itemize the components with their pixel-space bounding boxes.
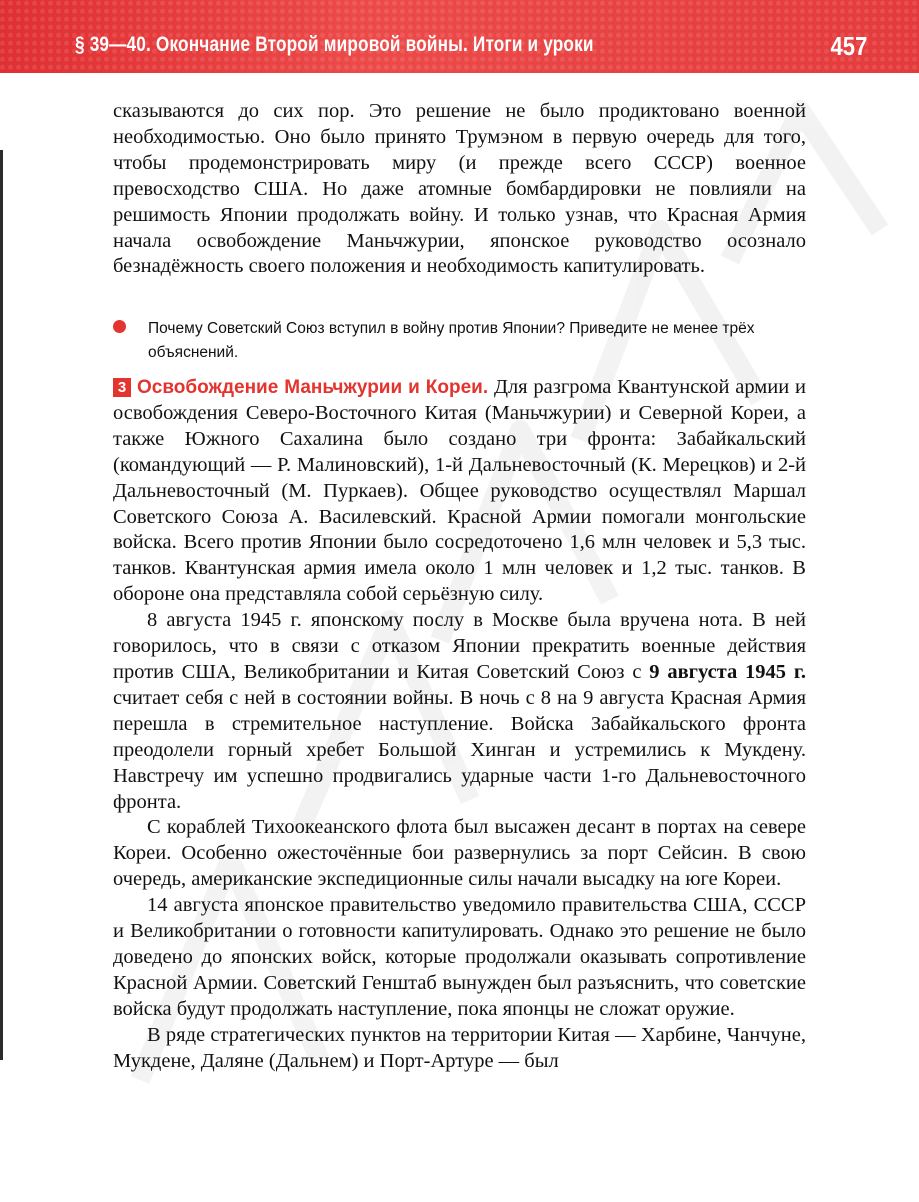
bullet-icon — [113, 320, 126, 333]
section-heading: Освобождение Маньчжурии и Кореи. — [137, 377, 489, 398]
p2-text-after: считает себя с ней в состоянии войны. В ночь с 8 на 9 августа Красная Армия перешла в стремительное наступление. Войска Забайкальского фронта преодолели горный хребет Большой Хинган и устремились к Мукдену. Навстречу им успешно продвигались ударные части 1-го Дальневосточного фронта. — [113, 686, 806, 813]
review-question — [113, 317, 806, 365]
text-block-intro — [113, 99, 806, 280]
section-3-paragraph-1 — [113, 375, 806, 608]
section-number-badge: 3 — [113, 378, 131, 397]
section-3-paragraph-3: С кораблей Тихоокеанского флота был высажен десант в портах на севере Кореи. Особенно ожесточённые бои развернулись за порт Сейсин. В свою очередь, американские экспедиционные силы начали высадку на юге Кореи. — [113, 816, 806, 891]
page-edge-rule — [0, 150, 3, 1060]
section-3-paragraph-4: 14 августа японское правительство уведомило правительства США, СССР и Великобритании о готовности капитулировать. Однако это решение не было доведено до японских войск, которые продолжали оказывать сопротивление Красной Армии. Советский Генштаб вынужден был разъяснить, что советские войска будут продолжать наступление, пока японцы не сложат оружие. — [113, 894, 806, 1020]
section-3-p1-text: Для разгрома Квантунской армии и освобождения Северо-Восточного Китая (Маньчжурии) и Северной Кореи, а также Южного Сахалина было создано три фронта: Забайкальский (командующий — Р. Малиновский), 1-й Дальневосточный (К. Мерецков) и 2-й Дальневосточный (М. Пуркаев). Общее руководство осуществлял Маршал Советского Союза А. Василевский. Красной Армии помогали монгольские войска. Всего против Японии было сосредоточено 1,6 млн человек и 5,3 тыс. танков. Квантунская армия имела около 1 млн человек и 1,2 тыс. танков. В обороне она представляла собой серьёзную силу. — [113, 376, 807, 606]
page-header — [0, 0, 919, 73]
p2-bold-date: 9 августа 1945 г. — [649, 660, 806, 683]
paragraph-intro: сказываются до сих пор. Это решение не было продиктовано военной необходимостью. Оно было принято Трумэном в первую очередь для того, чтобы продемонстрировать миру (и прежде всего СССР) военное превосходство США. Но даже атомные бомбардировки не повлияли на решимость Японии продолжать войну. И только узнав, что Красная Армия начала освобождение Маньчжурии, японское руководство осознало безнадёжность своего положения и необходимость капитулировать. — [113, 100, 806, 278]
section-3-paragraph-5: В ряде стратегических пунктов на территории Китая — Харбине, Чанчуне, Мукдене, Даляне (Дальнем) и Порт-Артуре — был — [113, 1023, 806, 1072]
section-3 — [113, 375, 806, 1074]
section-running-title: § 39—40. Окончание Второй мировой войны. Итоги и уроки — [75, 33, 594, 56]
question-text: Почему Советский Союз вступил в войну против Японии? Приведите не менее трёх объяснений. — [148, 320, 755, 361]
page-number: 457 — [830, 31, 867, 61]
section-3-paragraph-2 — [113, 608, 806, 815]
p2-text-before: 8 августа 1945 г. японскому послу в Москве была вручена нота. В ней говорилось, что в связи с отказом Японии прекратить военные действия против США, Великобритании и Китая Советский Союз с — [113, 609, 806, 683]
